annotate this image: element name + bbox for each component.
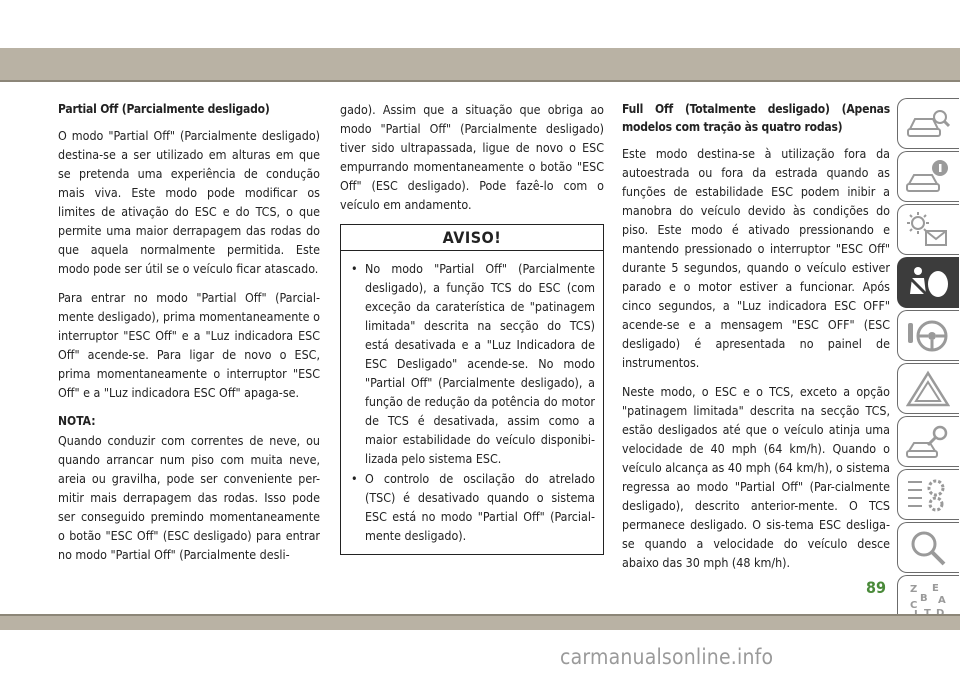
seatbelt-airbag-icon [906, 264, 950, 302]
footer-band [0, 614, 960, 630]
page-number: 89 [866, 578, 887, 597]
watermark: carmanualsonline.info [560, 645, 774, 669]
svg-text:A: A [938, 595, 946, 606]
tab-maintenance[interactable] [897, 416, 959, 467]
header-band-line [0, 80, 960, 82]
warning-box [340, 224, 604, 555]
section-heading-partial-off: Partial Off (Parcialmente desligado) [58, 102, 270, 116]
svg-text:E: E [932, 583, 939, 594]
svg-text:C: C [910, 600, 918, 611]
column-right [622, 100, 890, 582]
header-band [0, 48, 960, 80]
warning-item: • No modo "Partial Off" (Parcialmente desligado), a função TCS do ESC (com exceção da caraterística de "patinagem limitada" descrita na secção do TCS) está desativada e a "Luz Indicadora de ESC Desligado" acende-se. No modo "Partial Off" (Parcialmente desligado), a função de redução da potência do motor de TCS é desativada, assim como a maior estabilidade do veículo disponibi-lizada pelo sistema ESC. [351, 259, 595, 468]
warning-title: AVISO! [341, 225, 603, 251]
tab-car-info[interactable] [897, 151, 959, 202]
svg-text:B: B [920, 593, 928, 604]
tab-multimedia[interactable] [897, 522, 959, 573]
column-middle [340, 100, 604, 555]
column-left [58, 100, 320, 574]
car-search-icon [906, 105, 950, 143]
note-label: NOTA: [58, 414, 96, 428]
warning-lights-icon [906, 211, 950, 249]
warning-list [341, 259, 603, 545]
paragraph: Este modo destina-se à utilização fora da autoestrada ou fora da estrada quando as funções de estabilidade ESC podem inibir a manobra do veículo devido às condições do piso. Este modo é ativado pressionando e mantendo pressionado o interruptor "ESC Off" durante 5 segundos, quando o veículo estiver parado e o motor estiver a funcionar. Após cinco segundos, a "Luz indicadora ESC OFF" acende-se e a mensagem "ESC OFF" (ESC desligado) é apresentada no painel de instrumentos. [622, 146, 890, 370]
warning-item: • O controlo de oscilação do atrelado (TSC) é desativado quando o sistema ESC está no modo "Partial Off" (Parcial-mente desligado). [351, 469, 595, 545]
warning-triangle-icon [906, 370, 950, 408]
paragraph: Para entrar no modo "Partial Off" (Parcial-mente desligado), prima momentaneamente o interruptor "ESC Off" e a "Luz indicadora ESC Off" acende-se. Para ligar de novo o ESC, prima momentaneamente o interruptor "ESC Off" e a "Luz indicadora ESC Off" apaga-se. [58, 290, 320, 400]
wrench-car-icon [906, 423, 950, 461]
svg-text:Z: Z [910, 584, 918, 595]
search-icon [906, 529, 950, 567]
tab-car-search[interactable] [897, 98, 959, 149]
tab-driving[interactable] [897, 310, 959, 361]
gears-list-icon [906, 476, 950, 514]
tab-technical-specs[interactable] [897, 469, 959, 520]
tab-warning-lights[interactable] [897, 204, 959, 255]
paragraph: gado). Assim que a situação que obriga ao modo "Partial Off" (Parcialmente desligado) tiver sido ultrapassada, ligue de novo o ESC empurrando momentaneamente o botão "ESC Off" (ESC desligado). Pode fazê-lo com o veículo em andamento. [340, 102, 604, 212]
car-info-icon [906, 158, 950, 196]
note-text: Quando conduzir com correntes de neve, ou quando arrancar num piso com muita neve, areia ou gravilha, pode ser conveniente per-mitir mais derrapagem das rodas. Isso pode ser conseguido premindo momentaneamente o botão "ESC Off" (ESC desligado) para entrar no modo "Partial Off" (Parcialmente desli- [58, 433, 320, 562]
tab-safety[interactable] [897, 257, 959, 308]
section-heading-full-off: Full Off (Totalmente desligado) (Apenas modelos com tração às quatro rodas) [622, 102, 890, 134]
tab-emergency[interactable] [897, 363, 959, 414]
paragraph: Neste modo, o ESC e o TCS, exceto a opção "patinagem limitada" descrita na secção TCS, estão desligados até que o veículo atinja uma velocidade de 40 mph (64 km/h). Quando o veículo alcança as 40 mph (64 km/h), o sistema regressa ao modo "Partial Off" (Par-cialmente desligado), descrito anterior-mente. O TCS permanece desligado. O sis-tema ESC desliga-se quando a velocidade do veículo desce abaixo das 30 mph (48 km/h). [622, 384, 890, 570]
steering-wheel-icon [906, 317, 950, 355]
chapter-tabs [897, 98, 960, 628]
paragraph: O modo "Partial Off" (Parcialmente desligado) destina-se a ser utilizado em alturas em que se pretenda uma experiência de condução mais viva. Este modo pode modificar os limites de ativação do ESC e do TCS, o que permite uma maior derrapagem das rodas do que aquela normalmente permitida. Este modo pode ser útil se o veículo ficar atascado. [58, 128, 320, 276]
